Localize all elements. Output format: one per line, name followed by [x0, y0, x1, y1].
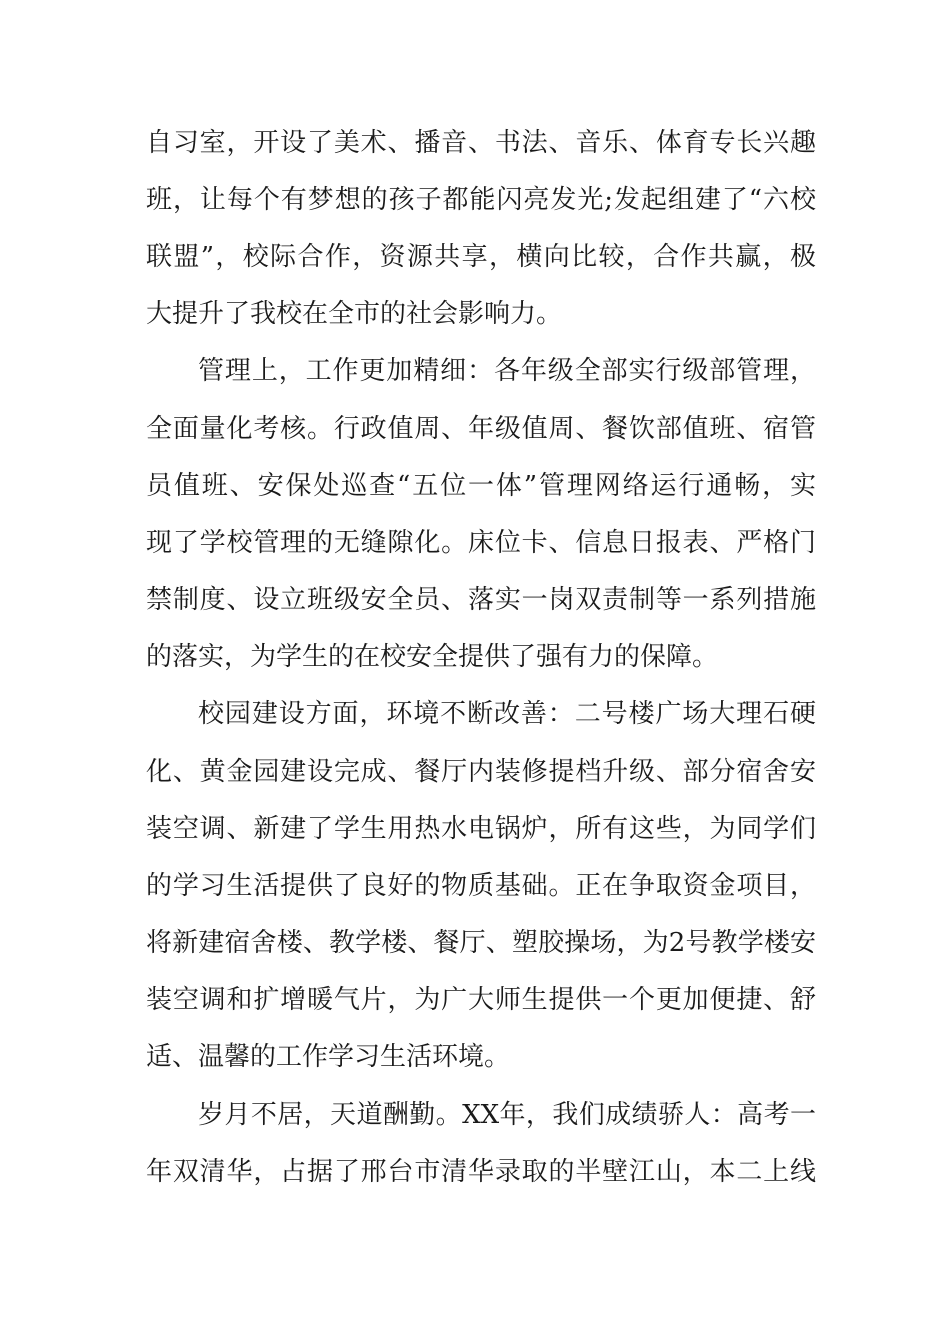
- paragraph-first-line: 校园建设方面，环境不断改善：二号楼广场大理石硬: [198, 699, 816, 729]
- text-line: 的落实，为学生的在校安全提供了强有力的保障。: [146, 642, 719, 672]
- text-line: 的学习生活提供了良好的物质基础。正在争取资金项目，: [146, 871, 816, 901]
- text-line: 将新建宿舍楼、教学楼、餐厅、塑胶操场，为2号教学楼安: [146, 928, 816, 958]
- text-line: 班，让每个有梦想的孩子都能闪亮发光;发起组建了“六校: [146, 185, 816, 215]
- text-line: 联盟”，校际合作，资源共享，横向比较，合作共赢，极: [146, 242, 816, 272]
- text-line: 化、黄金园建设完成、餐厅内装修提档升级、部分宿舍安: [146, 757, 816, 787]
- text-line: 适、温馨的工作学习生活环境。: [146, 1042, 511, 1072]
- text-line: 禁制度、设立班级安全员、落实一岗双责制等一系列措施: [146, 585, 816, 615]
- text-line: 年双清华，占据了邢台市清华录取的半壁江山，本二上线: [146, 1157, 816, 1187]
- text-line: 现了学校管理的无缝隙化。床位卡、信息日报表、严格门: [146, 528, 816, 558]
- text-line: 自习室，开设了美术、播音、书法、音乐、体育专长兴趣: [146, 128, 816, 158]
- text-line: 装空调、新建了学生用热水电锅炉，所有这些，为同学们: [146, 814, 816, 844]
- paragraph-first-line: 岁月不居，天道酬勤。XX年，我们成绩骄人：高考一: [198, 1100, 816, 1130]
- paragraph-first-line: 管理上，工作更加精细：各年级全部实行级部管理，: [198, 356, 816, 386]
- text-line: 员值班、安保处巡查“五位一体”管理网络运行通畅，实: [146, 471, 816, 501]
- text-line: 大提升了我校在全市的社会影响力。: [146, 299, 563, 329]
- text-line: 全面量化考核。行政值周、年级值周、餐饮部值班、宿管: [146, 414, 816, 444]
- text-line: 装空调和扩增暖气片，为广大师生提供一个更加便捷、舒: [146, 985, 816, 1015]
